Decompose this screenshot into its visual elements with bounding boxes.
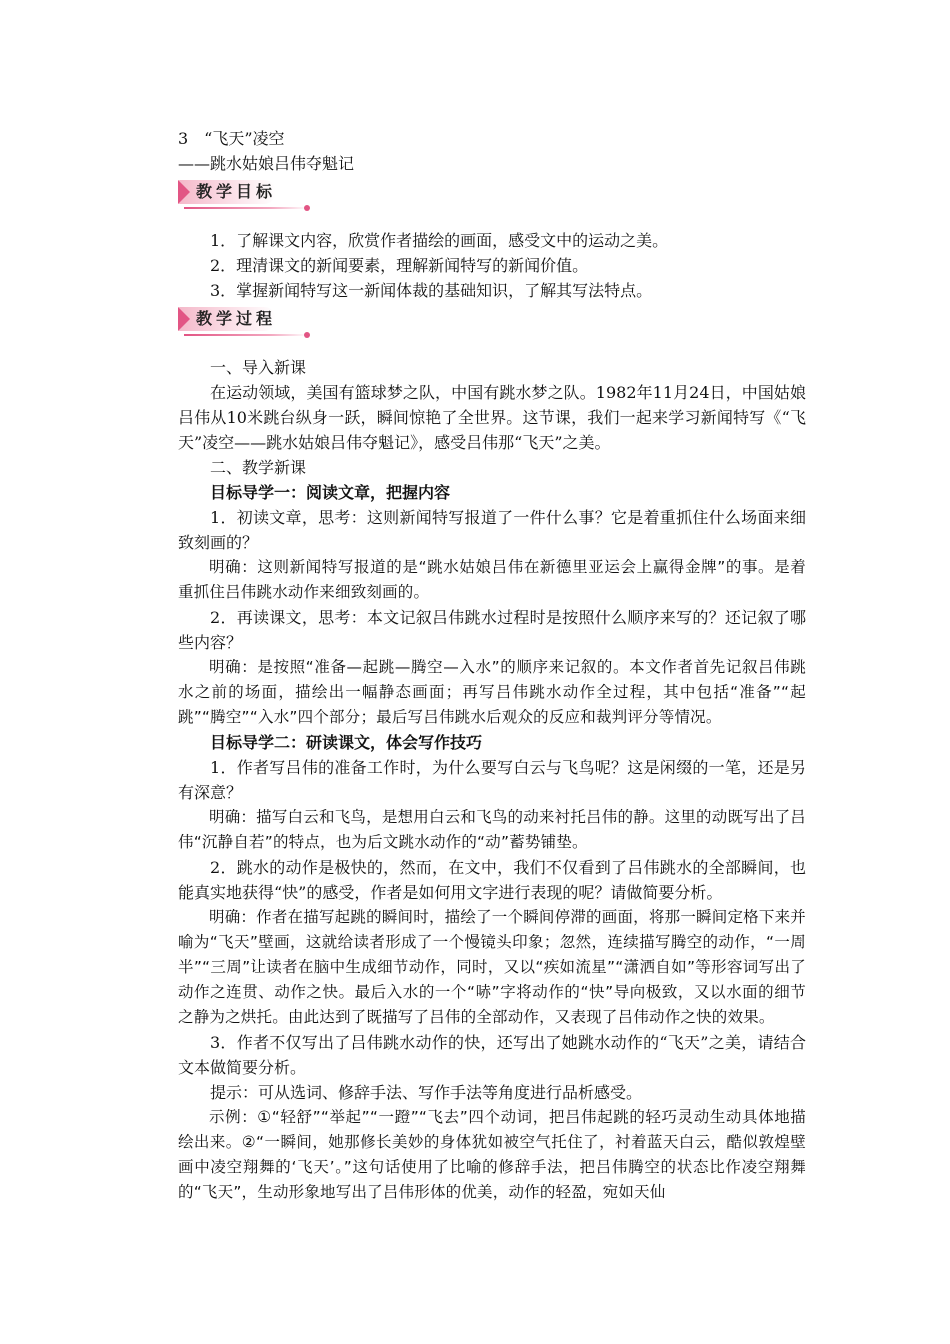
question-3: 1．作者写吕伟的准备工作时，为什么要写白云与飞鸟呢？这是闲缀的一笔，还是另有深意？ bbox=[178, 758, 806, 802]
banner-dot-icon bbox=[304, 205, 310, 211]
answer-2: 明确：是按照“准备—起跳—腾空—入水”的顺序来记叙的。本文作者首先记叙吕伟跳水之前的场面，描绘出一幅静态画面；再写吕伟跳水动作全过程，其中包括“准备”“起跳”“腾空”“入水”四个部分；最后写吕伟跳水后观众的反应和裁判评分等情况。 bbox=[178, 658, 806, 726]
question-4: 2．跳水的动作是极快的，然而，在文中，我们不仅看到了吕伟跳水的全部瞬间，也能真实地获得“快”的感受，作者是如何用文字进行表现的呢？请做简要分析。 bbox=[178, 858, 806, 902]
section-heading-process: 教学过程 bbox=[196, 309, 277, 328]
goal-heading-2: 目标导学二：研读课文，体会写作技巧 bbox=[210, 733, 483, 752]
intro-paragraph: 在运动领域，美国有篮球梦之队，中国有跳水梦之队。1982年11月24日，中国姑娘吕伟从10米跳台纵身一跃，瞬间惊艳了全世界。这节课，我们一起来学习新闻特写《“飞天”凌空——跳水姑娘吕伟夺魁记》，感受吕伟那“飞天”之美。 bbox=[178, 383, 806, 452]
banner-notch-icon bbox=[178, 307, 190, 331]
hint-paragraph: 提示：可从选词、修辞手法、写作手法等角度进行品析感受。 bbox=[210, 1083, 643, 1102]
banner-notch-icon bbox=[178, 180, 190, 204]
lesson-title: 3 “飞天”凌空 bbox=[178, 129, 285, 148]
section-banner-objectives bbox=[178, 176, 318, 216]
question-5: 3．作者不仅写出了吕伟跳水动作的快，还写出了她跳水动作的“飞天”之美，请结合文本做简要分析。 bbox=[178, 1033, 806, 1077]
objective-item: 3．掌握新闻特写这一新闻体裁的基础知识，了解其写法特点。 bbox=[210, 281, 653, 300]
example-paragraph: 示例：①“轻舒”“举起”“一蹬”“飞去”四个动词，把吕伟起跳的轻巧灵动生动具体地描绘出来。②“一瞬间，她那修长美妙的身体犹如被空气托住了，衬着蓝天白云，酷似敦煌壁画中凌空翔舞的‘飞天’。”这句话使用了比喻的修辞手法，把吕伟腾空的状态比作凌空翔舞的“飞天”，生动形象地写出了吕伟形体的优美，动作的轻盈，宛如天仙 bbox=[178, 1108, 806, 1201]
answer-3: 明确：描写白云和飞鸟，是想用白云和飞鸟的动来衬托吕伟的静。这里的动既写出了吕伟“沉静自若”的特点，也为后文跳水动作的“动”蓄势铺垫。 bbox=[178, 808, 806, 851]
goal-heading-1: 目标导学一：阅读文章，把握内容 bbox=[210, 483, 451, 502]
question-1: 1．初读文章，思考：这则新闻特写报道了一件什么事？它是着重抓住什么场面来细致刻画的？ bbox=[178, 508, 806, 552]
banner-underline bbox=[184, 207, 308, 209]
objective-item: 2．理清课文的新闻要素，理解新闻特写的新闻价值。 bbox=[210, 256, 589, 275]
lesson-content bbox=[178, 126, 806, 1205]
section-heading-objectives: 教学目标 bbox=[196, 182, 277, 201]
banner-dot-icon bbox=[304, 332, 310, 338]
part-heading-new-lesson: 二、教学新课 bbox=[210, 458, 307, 477]
question-2: 2．再读课文，思考：本文记叙吕伟跳水过程时是按照什么顺序来写的？还记叙了哪些内容？ bbox=[178, 608, 806, 652]
part-heading-intro: 一、导入新课 bbox=[210, 358, 307, 377]
banner-underline bbox=[184, 334, 308, 336]
section-banner-process bbox=[178, 303, 318, 343]
lesson-subtitle: ——跳水姑娘吕伟夺魁记 bbox=[178, 154, 355, 173]
answer-1: 明确：这则新闻特写报道的是“跳水姑娘吕伟在新德里亚运会上赢得金牌”的事。是着重抓住吕伟跳水动作来细致刻画的。 bbox=[178, 558, 806, 601]
objective-item: 1．了解课文内容，欣赏作者描绘的画面，感受文中的运动之美。 bbox=[210, 231, 669, 250]
answer-4: 明确：作者在描写起跳的瞬间时，描绘了一个瞬间停滞的画面，将那一瞬间定格下来并喻为“飞天”壁画，这就给读者形成了一个慢镜头印象；忽然，连续描写腾空的动作，“一周半”“三周”让读者在脑中生成细节动作，同时，又以“疾如流星”“潇洒自如”等形容词写出了动作之连贯、动作之快。最后入水的一个“哧”字将动作的“快”导向极致，又以水面的细节之静为之烘托。由此达到了既描写了吕伟的全部动作，又表现了吕伟动作之快的效果。 bbox=[178, 908, 806, 1026]
